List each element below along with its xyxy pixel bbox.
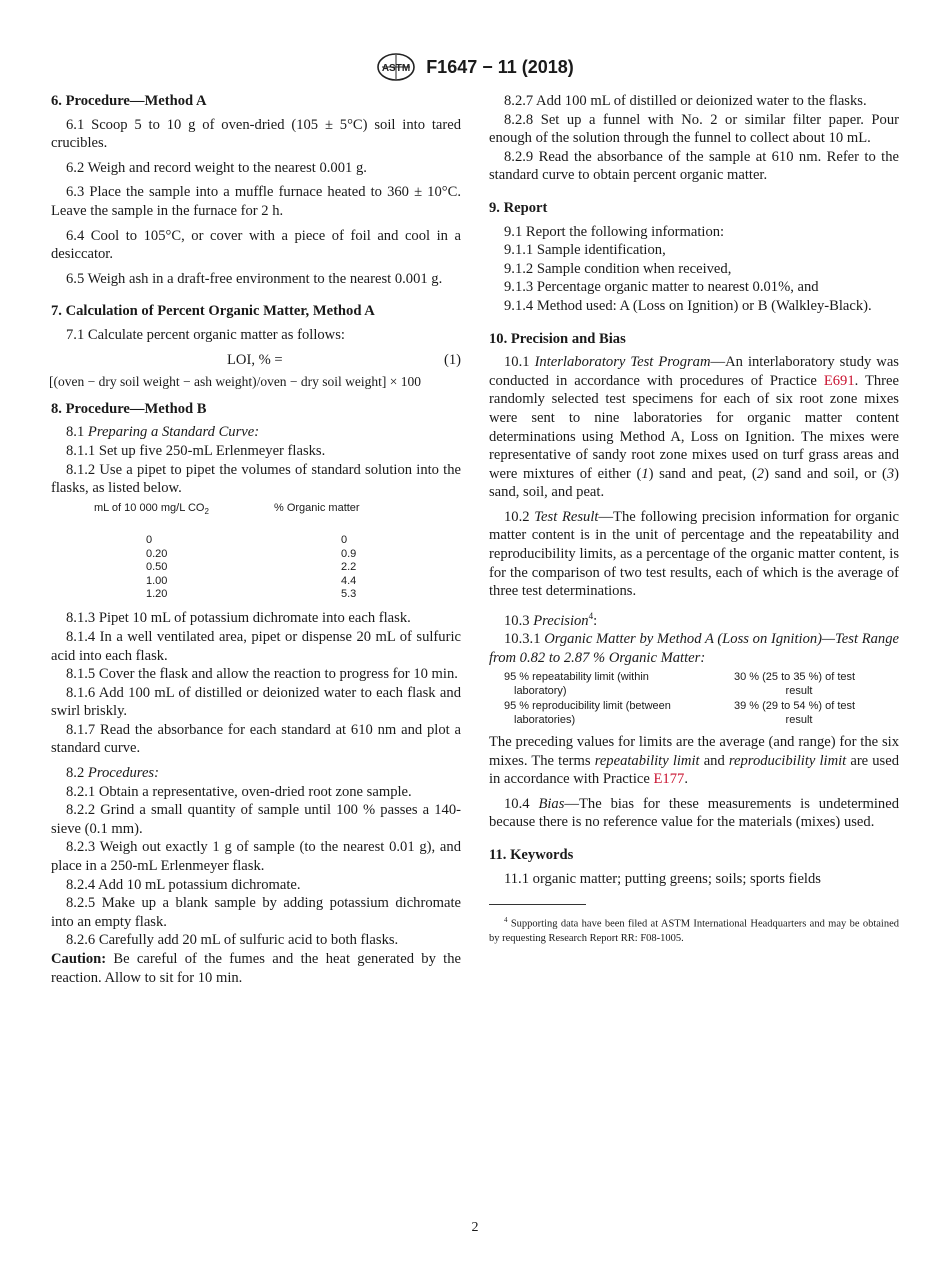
section-8-heading: 8. Procedure—Method B [51,400,207,417]
table-row: 95 % reproducibility limit (between laboratories) 39 % (29 to 54 %) of test result [504,700,856,726]
footnote-divider [489,904,586,905]
para-6-2: 6.2 Weigh and record weight to the nearest 0.001 g. [66,159,367,176]
document-title: F1647 − 11 (2018) [426,56,574,77]
table-row [51,588,461,601]
para-6-3: 6.3 Place the sample into a muffle furnace heated to 360 ± 10°C. Leave the sample in the furnace for 2 h. [51,184,461,219]
para-8-2: 8.2 Procedures: [66,765,159,782]
section-9-heading: 9. Report [489,199,548,216]
para-10-4: 10.4 Bias—The bias for these measurements is undetermined because there is no reference value for the materials (mixes) used. [489,795,899,831]
e177-link[interactable]: E177 [653,771,685,788]
para-6-1: 6.1 Scoop 5 to 10 g of oven-dried (105 ± 5°C) soil into tared crucibles. [51,116,461,152]
ml-value: 1.20 [146,587,168,600]
page-number: 2 [471,1220,479,1235]
caution-note: Caution: Be careful of the fumes and the heat generated by the reaction. Allow to sit for 10 min. [51,951,461,986]
table-header [51,502,461,519]
equation-number: (1) [443,351,461,368]
standard-volumes-table [51,502,461,602]
precision-table [489,671,899,727]
para-6-4: 6.4 Cool to 105°C, or cover with a piece of foil and cool in a desiccator. [51,227,461,263]
equation-lhs: LOI, % = [227,351,283,368]
para-8-2-6: 8.2.6 Carefully add 20 mL of sulfuric acid to both flasks. [66,932,399,949]
para-11-1: 11.1 organic matter; putting greens; soils; sports fields [504,870,821,887]
para-8-1-5: 8.1.5 Cover the flask and allow the reaction to progress for 10 min. [66,666,458,683]
organic-matter-value: 5.3 [341,587,357,600]
para-9-1-1: 9.1.1 Sample identification, [504,242,666,259]
para-10-3-1: 10.3.1 Organic Matter by Method A (Loss on Ignition)—Test Range from 0.82 to 2.87 % Organic Matter: [489,631,899,666]
para-6-5: 6.5 Weigh ash in a draft-free environment to the nearest 0.001 g. [66,270,443,287]
para-10-1: 10.1 Interlaboratory Test Program—An interlaboratory study was conducted in accordance with procedures of Practice E691. Three randomly selected test specimens for each of six root zone mixes were sent to nine laboratories for organic matter content determinations using Method A, Loss on Ignition. The mixes were representative of sandy root zone mixes used on turf grass areas and were mixtures of either (1) sand and peat, (2) sand and soil, or (3) sand, soil, and peat. [489,354,900,501]
para-8-2-3: 8.2.3 Weigh out exactly 1 g of sample (to the nearest 0.01 g), and place in a 250-mL Erlenmeyer flask. [51,839,461,875]
organic-matter-value: 4.4 [341,574,357,587]
organic-matter-value: 2.2 [341,561,357,574]
ml-value: 0.20 [146,547,168,560]
para-7-1: 7.1 Calculate percent organic matter as follows: [66,326,345,343]
page-header [0,52,950,82]
para-8-2-5: 8.2.5 Make up a blank sample by adding potassium dichromate into an empty flask. [51,895,461,930]
para-8-2-1: 8.2.1 Obtain a representative, oven-dried root zone sample. [66,783,412,800]
e691-link[interactable]: E691 [823,372,855,389]
table-row [51,575,461,588]
section-7-heading: 7. Calculation of Percent Organic Matter, Method A [51,303,375,320]
para-8-1-3: 8.1.3 Pipet 10 mL of potassium dichromate into each flask. [66,610,411,627]
table-row [51,561,461,574]
table-row [51,534,461,547]
ml-value: 0 [146,534,153,547]
para-8-2-2: 8.2.2 Grind a small quantity of sample until 100 % passes a 140-sieve (0.1 mm). [51,802,461,837]
para-8-1: 8.1 Preparing a Standard Curve: [66,424,260,441]
precision-note: The preceding values for limits are the average (and range) for the six mixes. The terms repeatability limit and reproducibility limit are used in accordance with Practice E177. [489,734,900,788]
ml-value: 1.00 [146,574,168,587]
para-8-1-2: 8.1.2 Use a pipet to pipet the volumes of standard solution into the flasks, as listed below. [51,461,461,497]
para-10-3: 10.3 Precision$^4$: [504,610,598,629]
para-8-2-7: 8.2.7 Add 100 mL of distilled or deionized water to the flasks. [504,93,867,109]
para-8-1-7: 8.1.7 Read the absorbance for each standard at 610 nm and plot a standard curve. [51,721,461,757]
section-11-heading: 11. Keywords [489,847,574,864]
para-8-1-4: 8.1.4 In a well ventilated area, pipet or dispense 20 mL of sulfuric acid into each flask. [51,628,461,664]
table-col2-header: % Organic matter [274,501,360,514]
organic-matter-value: 0 [341,534,348,547]
right-column [489,92,899,946]
left-column [51,92,461,987]
equation-1 [51,351,461,370]
table-row: 95 % repeatability limit (within laboratory) 30 % (25 to 35 %) of test result [504,671,856,697]
para-9-1: 9.1 Report the following information: [504,223,725,240]
footnote: $^4$ Supporting data have been filed at ASTM International Headquarters and may be obtained by requesting Research Report RR: F08-1005. [489,916,899,944]
para-8-1-1: 8.1.1 Set up five 250-mL Erlenmeyer flasks. [66,442,326,459]
para-8-2-8: 8.2.8 Set up a funnel with No. 2 or similar filter paper. Pour enough of the solution through the funnel to collect about 10 mL. [489,111,899,147]
ml-value: 0.50 [146,561,168,574]
section-6-heading: 6. Procedure—Method A [51,93,207,109]
para-8-1-6: 8.1.6 Add 100 mL of distilled or deionized water to each flask and swirl briskly. [51,684,461,720]
para-8-2-4: 8.2.4 Add 10 mL potassium dichromate. [66,876,301,893]
section-10-heading: 10. Precision and Bias [489,330,626,347]
table-row [51,548,461,561]
organic-matter-value: 0.9 [341,547,357,560]
para-10-2: 10.2 Test Result—The following precision information for organic matter content is in the unit of percentage and the repeatability and reproducibility limits, as a percentage of the organic matter content, is for the comparison of two test results, each of which is the average of three test determinations. [489,508,899,600]
para-8-2-9: 8.2.9 Read the absorbance of the sample at 610 nm. Refer to the standard curve to obtain percent organic matter. [489,148,899,184]
equation-body: [(oven − dry soil weight − ash weight)/oven − dry soil weight] × 100 [49,374,422,390]
para-9-1-4: 9.1.4 Method used: A (Loss on Ignition) or B (Walkley-Black). [504,297,872,314]
astm-logo-icon [376,52,416,82]
para-9-1-3: 9.1.3 Percentage organic matter to nearest 0.01%, and [504,279,819,296]
table-col1-header: mL of 10 000 mg/L $CO_2$ [94,501,209,516]
para-9-1-2: 9.1.2 Sample condition when received, [504,260,732,277]
svg-text:ASTM: ASTM [382,63,411,74]
